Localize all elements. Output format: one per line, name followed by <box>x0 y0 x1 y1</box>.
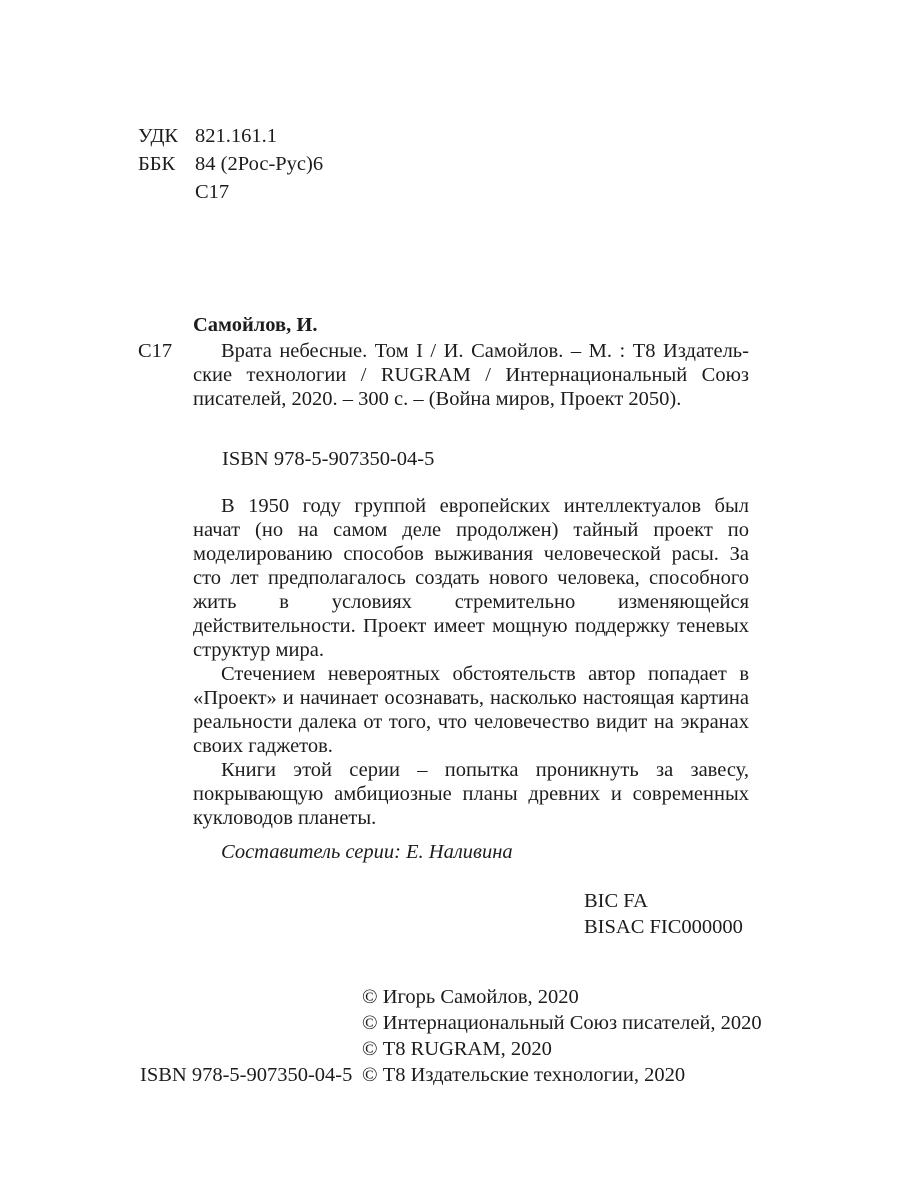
author-code-value: С17 <box>195 181 230 203</box>
subject-codes-block <box>584 888 743 940</box>
copyright-list <box>362 984 900 1088</box>
author-code-label <box>138 178 195 206</box>
bibliographic-record <box>138 311 750 411</box>
imprint-block <box>0 984 900 1088</box>
bib-entry-text: Врата небесные. Том I / И. Самойлов. – М. : Т8 Издательские технологии / RUGRAM / Интернациональный Союз писателей, 2020. – 300 с. – (Война миров, Проект 2050). <box>193 340 749 410</box>
copyright-rugram: © Т8 RUGRAM, 2020 <box>362 1038 552 1060</box>
series-compiler-line: Составитель серии: Е. Наливина <box>221 841 513 863</box>
annotation-paragraph-1: В 1950 году группой европейских интеллектуалов был начат (но на самом деле продолжен) тайный проект по моделированию способов выживания человеческой расы. За сто лет предполагалось создать нового человека, способного жить в условиях стремительно изменяющейся действительности. Проект имеет мощную поддержку теневых структур мира. <box>193 495 749 661</box>
bbk-row <box>138 150 323 178</box>
copyright-author: © Игорь Самойлов, 2020 <box>362 986 579 1008</box>
author-code-row <box>138 178 323 206</box>
copyright-union: © Интернациональный Союз писателей, 2020 <box>362 1012 762 1034</box>
copyright-t8: © Т8 Издательские технологии, 2020 <box>362 1064 686 1086</box>
bbk-value: 84 (2Рос-Рус)6 <box>195 153 324 175</box>
udk-value: 821.161.1 <box>195 125 277 147</box>
isbn-bottom: ISBN 978-5-907350-04-5 <box>140 1064 353 1086</box>
annotation-paragraph-3: Книги этой серии – попытка проникнуть за завесу, покрывающую амбициозные планы древних и современных кукловодов планеты. <box>193 759 749 829</box>
annotation-paragraph-2: Стечением невероятных обстоятельств автор попадает в «Проект» и начинает осознавать, насколько настоящая картина реальности далека от того, что человечество видит на экранах своих гаджетов. <box>193 663 749 757</box>
classification-block <box>138 122 323 206</box>
annotation-block <box>193 494 749 830</box>
udk-row <box>138 122 323 150</box>
author-name: Самойлов, И. <box>193 314 318 336</box>
bib-entry-wrap <box>138 339 750 411</box>
udk-label: УДК <box>138 125 179 147</box>
isbn-line: ISBN 978-5-907350-04-5 <box>222 448 435 470</box>
bib-author-code: С17 <box>138 340 173 362</box>
bic-code: BIC FA <box>584 890 648 912</box>
bbk-label: ББК <box>138 153 176 175</box>
bisac-code: BISAC FIC000000 <box>584 916 743 938</box>
